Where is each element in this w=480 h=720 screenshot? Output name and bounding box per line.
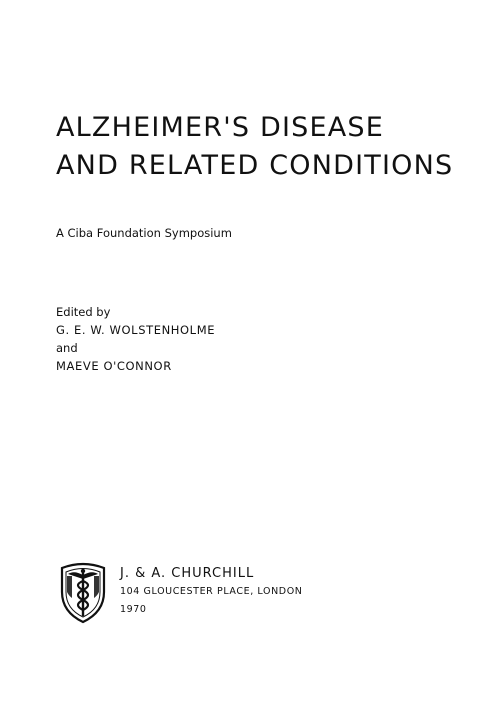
edited-by-label: Edited by [56,305,111,319]
publication-year: 1970 [120,604,147,615]
editors-block [56,303,215,375]
editors-and: and [56,341,78,355]
caduceus-shield-icon [58,562,108,624]
editor-name-1: G. E. W. WOLSTENHOLME [56,323,216,337]
publisher-address: 104 GLOUCESTER PLACE, LONDON [120,586,303,597]
publisher-name: J. & A. CHURCHILL [120,566,255,581]
book-title-line-1: ALZHEIMER'S DISEASE [56,112,385,143]
publisher-block [120,565,302,619]
book-title-line-2: AND RELATED CONDITIONS [56,150,454,181]
symposium-subtitle: A Ciba Foundation Symposium [56,226,232,240]
editor-name-2: MAEVE O'CONNOR [56,359,172,373]
